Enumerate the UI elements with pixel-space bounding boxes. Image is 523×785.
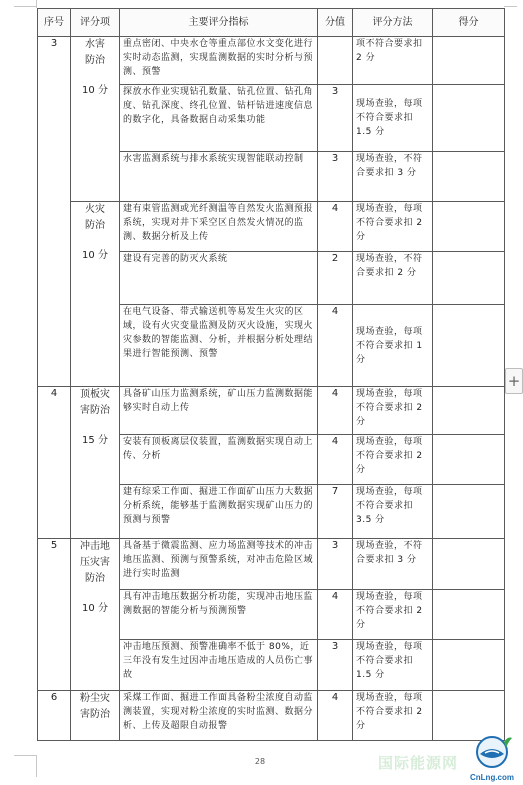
method-cell: 现场查验，每项不符合要求扣 2 分 [353,590,433,640]
grade-cell[interactable] [433,387,505,435]
page-number: 28 [254,757,266,766]
indicator-cell: 具备基于微震监测、应力场监测等技术的冲击地压监测、预测与预警系统，对冲击危险区域进行实时监测 [120,539,318,590]
crop-mark-top-left-h [14,6,36,7]
table-row [38,37,505,85]
score-cell: 2 [318,252,353,305]
method-cell: 现场查验，不符合要求扣 3 分 [353,539,433,590]
grade-cell[interactable] [433,252,505,305]
grade-cell[interactable] [433,539,505,590]
item-cell-fire [71,202,120,387]
crop-mark-top-left-v [36,0,37,8]
item-cell-water [71,37,120,202]
table-row [38,539,505,590]
score-cell: 4 [318,387,353,435]
item-line: 粉尘灾 [80,693,110,704]
method-cell: 现场查验，每项不符合要求扣 3.5 分 [353,485,433,539]
method-cell: 现场查验，每项不符合要求扣 1 分 [353,305,433,387]
item-line: 冲击地 [80,541,110,552]
grade-cell[interactable] [433,202,505,252]
item-line: 防治 [85,55,105,66]
grade-cell[interactable] [433,590,505,640]
method-cell: 现场查验，每项不符合要求扣 1.5 分 [353,85,433,152]
crop-mark-bottom-left-h [14,755,36,756]
score-cell: 4 [318,435,353,485]
seq-cell: 6 [38,691,71,741]
item-line: 害防治 [80,709,110,720]
item-score-total: 10 分 [82,85,108,96]
logo-text: CnLng.com [470,773,514,782]
item-cell-dust [71,691,120,741]
method-cell: 现场查验，不符合要求扣 2 分 [353,252,433,305]
header-method: 评分方法 [353,9,433,37]
score-cell: 4 [318,590,353,640]
indicator-cell: 探放水作业实现钻孔数量、钻孔位置、钻孔角度、钻孔深度、终孔位置、钻杆钻进速度信息的数字化，具备数据自动采集功能 [120,85,318,152]
item-score-total: 10 分 [82,250,108,261]
table-header-row [38,9,505,37]
indicator-cell: 冲击地压预测、预警准确率不低于 80%，近三年没有发生过因冲击地压造成的人员伤亡事故 [120,640,318,691]
grade-cell[interactable] [433,435,505,485]
score-cell: 3 [318,85,353,152]
indicator-cell: 具备矿山压力监测系统，矿山压力监测数据能够实时自动上传 [120,387,318,435]
item-cell-roof [71,387,120,539]
indicator-cell: 采煤工作面、掘进工作面具备粉尘浓度自动监测装置，实现对粉尘浓度的实时监测、数据分析、上传及超限自动报警 [120,691,318,741]
score-cell: 4 [318,691,353,741]
indicator-cell: 在电气设备、带式输送机等易发生火灾的区域，设有火灾变量监测及防灭火设施，实现火灾参数的智能监测、分析，并根据分析处理结果进行智能预测、预警 [120,305,318,387]
header-grade: 得分 [433,9,505,37]
item-line: 防治 [85,573,105,584]
seq-cell: 4 [38,387,71,539]
crop-mark-top-right-h [504,6,517,7]
item-line: 压灾害 [80,557,110,568]
item-cell-rockburst [71,539,120,691]
seq-cell: 3 [38,37,71,387]
method-cell: 现场查验，不符合要求扣 3 分 [353,152,433,202]
seq-cell: 5 [38,539,71,691]
method-cell: 现场查验，每项不符合要求扣 2 分 [353,691,433,741]
score-cell: 7 [318,485,353,539]
evaluation-table [37,8,505,741]
score-cell: 3 [318,539,353,590]
grade-cell[interactable] [433,85,505,152]
item-line: 水害 [85,39,105,50]
score-cell [318,37,353,85]
grade-cell[interactable] [433,152,505,202]
watermark-text: 国际能源网 [378,754,459,772]
table-row [38,691,505,741]
score-cell: 4 [318,305,353,387]
item-line: 害防治 [80,405,110,416]
header-indicator: 主要评分指标 [120,9,318,37]
indicator-cell: 建设有完善的防灭火系统 [120,252,318,305]
method-cell: 项不符合要求扣 2 分 [353,37,433,85]
header-seq: 序号 [38,9,71,37]
table-row [38,387,505,435]
grade-cell[interactable] [433,485,505,539]
header-score: 分值 [318,9,353,37]
method-cell: 现场查验，每项不符合要求扣 2 分 [353,202,433,252]
item-line: 防治 [85,220,105,231]
table-row [38,202,505,252]
method-cell: 现场查验，每项不符合要求扣 1.5 分 [353,640,433,691]
indicator-cell: 建有综采工作面、掘进工作面矿山压力大数据分析系统，能够基于监测数据实现矿山压力的预测与预警 [120,485,318,539]
cnlng-logo [468,732,516,784]
indicator-cell: 具有冲击地压数据分析功能，实现冲击地压监测数据的智能分析与预测预警 [120,590,318,640]
indicator-cell: 安装有顶板离层仪装置，监测数据实现自动上传、分析 [120,435,318,485]
method-cell: 现场查验，每项不符合要求扣 2 分 [353,435,433,485]
item-line: 火灾 [85,204,105,215]
indicator-cell: 水害监测系统与排水系统实现智能联动控制 [120,152,318,202]
add-button[interactable]: + [505,368,523,394]
method-cell: 现场查验，每项不符合要求扣 2 分 [353,387,433,435]
header-item: 评分项 [71,9,120,37]
score-cell: 4 [318,202,353,252]
indicator-cell: 重点密闭、中央水仓等重点部位水文变化进行实时动态监测，实现监测数据的实时分析与预测、预警 [120,37,318,85]
item-score-total: 15 分 [82,435,108,446]
item-score-total: 10 分 [82,603,108,614]
score-cell: 3 [318,152,353,202]
score-cell: 3 [318,640,353,691]
indicator-cell: 建有束管监测或光纤测温等自然发火监测预报系统，实现对井下采空区自然发火情况的监测、数据分析及上传 [120,202,318,252]
item-line: 顶板灾 [80,389,110,400]
grade-cell[interactable] [433,640,505,691]
grade-cell[interactable] [433,37,505,85]
grade-cell[interactable] [433,305,505,387]
crop-mark-bottom-left-v [36,755,37,777]
